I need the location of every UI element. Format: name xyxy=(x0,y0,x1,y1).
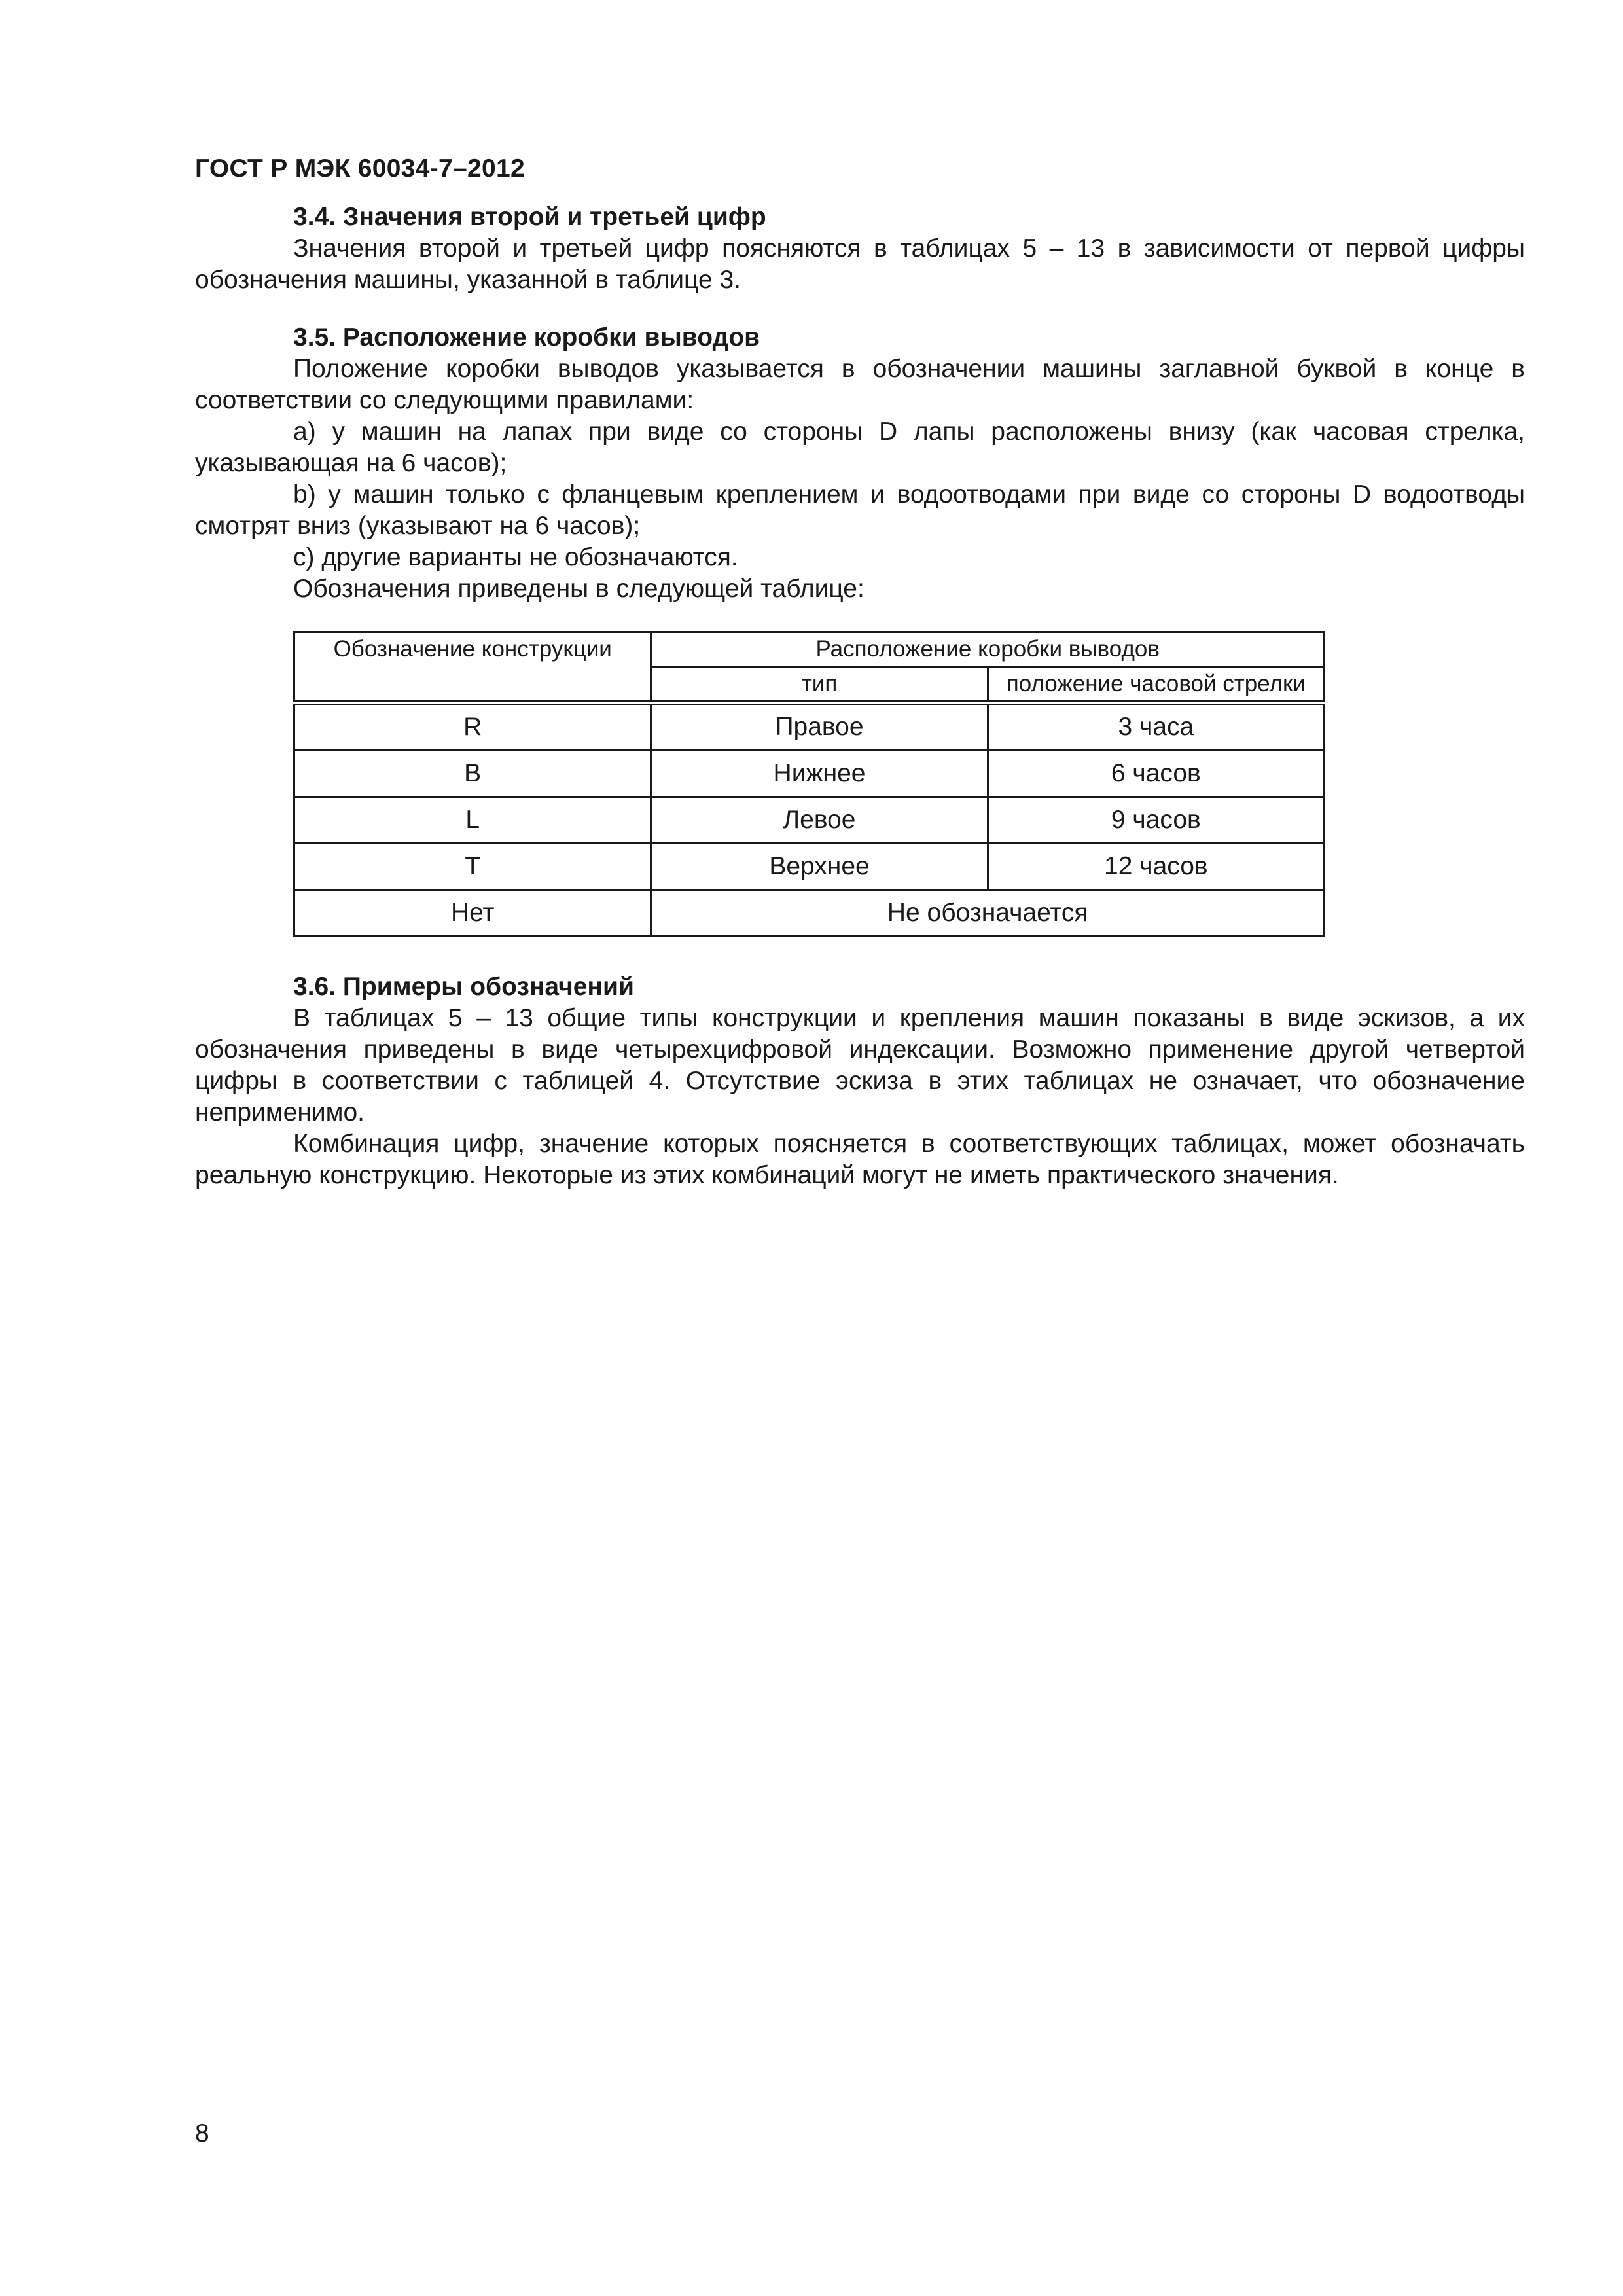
cell-designation: T xyxy=(294,844,651,890)
rule-c: с) другие варианты не обозначаются. xyxy=(293,543,738,571)
table-row xyxy=(294,751,1325,797)
section-3-4-text: Значения второй и третьей цифр поясняются в таблицах 5 – 13 в зависимости от первой цифры обозначения машины, указанной в таблице 3. xyxy=(195,234,1525,294)
section-3-6-title: 3.6. Примеры обозначений xyxy=(293,973,634,1001)
cell-type: Правое xyxy=(651,703,988,751)
cell-position: 12 часов xyxy=(988,844,1324,890)
section-3-5-title: 3.5. Расположение коробки выводов xyxy=(293,323,760,351)
cell-designation: B xyxy=(294,751,651,797)
table-row xyxy=(294,844,1325,890)
cell-type: Верхнее xyxy=(651,844,988,890)
cell-type: Нижнее xyxy=(651,751,988,797)
section-3-4-title: 3.4. Значения второй и третьей цифр xyxy=(293,203,766,231)
document-header: ГОСТ Р МЭК 60034-7–2012 xyxy=(195,154,525,183)
cell-merged: Не обозначается xyxy=(651,890,1325,937)
col-type-header: тип xyxy=(651,667,988,703)
section-3-6-para1: В таблицах 5 – 13 общие типы конструкции и крепления машин показаны в виде эскизов, а их обозначения приведены в виде четырехцифровой индексации. Возможно применение другой четвертой цифры в соответствии с таблицей 4. Отсутствие эскиза в этих таблицах не означает, что обозначение неприменимо. xyxy=(195,1004,1525,1126)
section-3-5-intro: Положение коробки выводов указывается в обозначении машины заглавной буквой в конце в соответствии со следующими правилами: xyxy=(195,355,1525,414)
terminal-box-table xyxy=(293,631,1325,937)
table-row xyxy=(294,797,1325,844)
cell-designation: R xyxy=(294,703,651,751)
table-row-last xyxy=(294,890,1325,937)
cell-designation: Нет xyxy=(294,890,651,937)
cell-type: Левое xyxy=(651,797,988,844)
col-designation-header: Обозначение конструкции xyxy=(294,632,651,703)
cell-position: 6 часов xyxy=(988,751,1324,797)
rule-b: b) у машин только с фланцевым креплением и водоотводами при виде со стороны D водоотводы смотрят вниз (указывают на 6 часов); xyxy=(195,480,1525,540)
cell-position: 3 часа xyxy=(988,703,1324,751)
col-position-header: положение часовой стрелки xyxy=(988,667,1324,703)
page-number: 8 xyxy=(195,2119,209,2147)
section-3-6-para2: Комбинация цифр, значение которых поясняется в соответствующих таблицах, может обозначать реальную конструкцию. Некоторые из этих комбинаций могут не иметь практического значения. xyxy=(195,1130,1525,1189)
col-group-header: Расположение коробки выводов xyxy=(651,632,1325,667)
cell-position: 9 часов xyxy=(988,797,1324,844)
cell-designation: L xyxy=(294,797,651,844)
document-body xyxy=(195,202,1525,1191)
rule-a: а) у машин на лапах при виде со стороны D лапы расположены внизу (как часовая стрелка, указывающая на 6 часов); xyxy=(195,418,1525,477)
table-intro: Обозначения приведены в следующей таблице: xyxy=(293,575,865,603)
table-row xyxy=(294,703,1325,751)
